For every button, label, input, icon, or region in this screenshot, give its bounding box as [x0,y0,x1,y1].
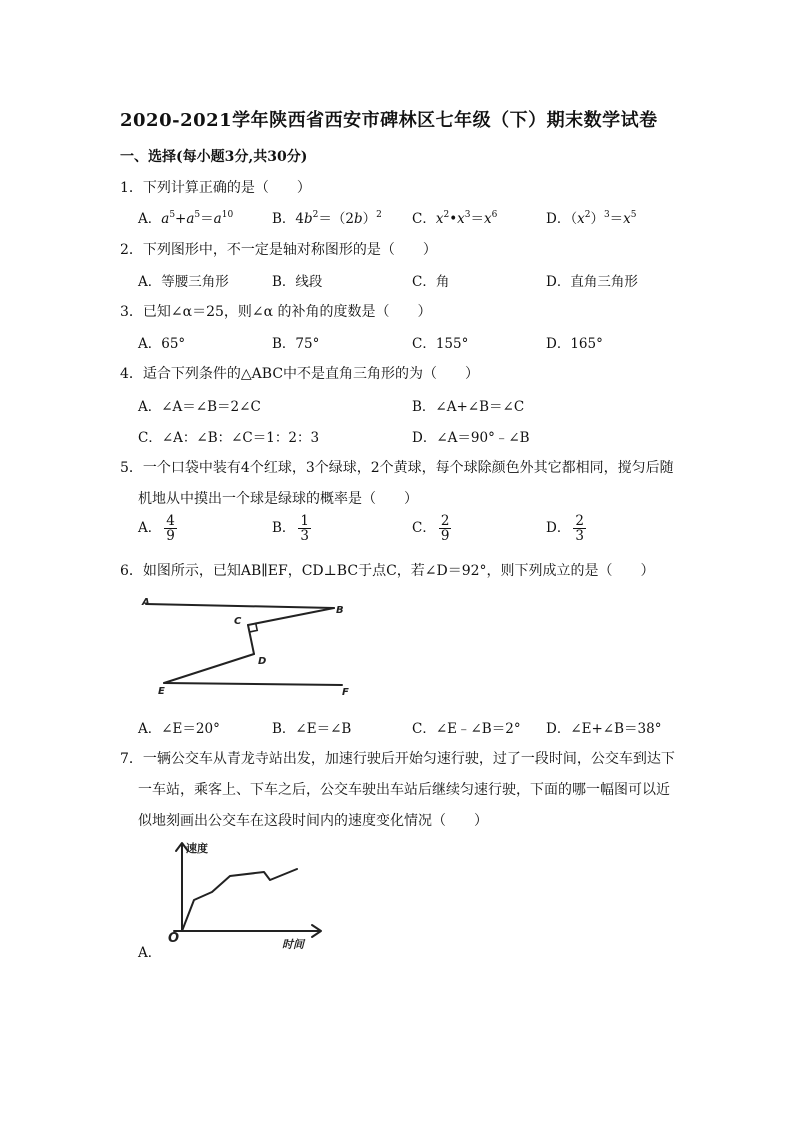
label-e: E [158,686,165,697]
label-a: A [142,597,150,608]
question-7-option-a: A． [138,945,162,961]
page-title: 2020-2021学年陕西省西安市碑林区七年级（下）期末数学试卷 [120,110,658,131]
question-6-option-d: D．∠E+∠B＝38° [546,721,662,737]
question-5-stem-line2: 机地从中摸出一个球是绿球的概率是（ ） [138,491,418,507]
question-7-stem-line1: 7．一辆公交车从青龙寺站出发，加速行驶后开始匀速行驶，过了一段时间，公交车到达下 [120,751,675,767]
question-1-option-c: C．$x^2•x^3=x^6$ [412,210,498,227]
line-ef [164,683,342,685]
line-bc [248,608,334,625]
fraction: $\frac{1}{3}$ [300,513,310,545]
question-2-stem: 2．下列图形中，不一定是轴对称图形的是（ ） [120,242,437,258]
line-de [164,654,254,683]
question-7-stem-line2: 一车站，乘客上、下车之后，公交车驶出车站后继续匀速行驶，下面的哪一幅图可以近 [138,782,670,798]
label-c: C [234,616,242,627]
question-5-option-d: D． $\frac{2}{3}$ [546,513,584,545]
question-5-option-a: A． $\frac{4}{9}$ [138,513,175,545]
question-3-stem: 3．已知∠α＝25，则∠α 的补角的度数是（ ） [120,304,432,320]
question-1-option-d: D．$(x^2)^3=x^5$ [546,210,637,227]
question-1-stem: 1．下列计算正确的是（ ） [120,180,311,196]
fraction: $\frac{2}{3}$ [575,513,584,545]
question-4-option-c: C．∠A：∠B：∠C＝1：2：3 [138,430,320,446]
question-4-stem: 4．适合下列条件的△ABC中不是直角三角形的为（ ） [120,366,480,382]
question-4-option-d: D．∠A＝90°﹣∠B [412,430,530,446]
question-2-option-b: B．线段 [272,274,323,290]
question-3-option-d: D．165° [546,336,603,352]
speed-curve [182,869,297,931]
fraction: $\frac{2}{9}$ [440,513,450,545]
question-6-stem: 6．如图所示，已知AB∥EF，CD⊥BC于点C，若∠D＝92°，则下列成立的是（ ） [120,563,655,579]
x-axis-label: 时间 [282,938,304,951]
line-ab [146,604,334,608]
question-5-option-b: B． $\frac{1}{3}$ [272,513,310,545]
question-3-option-b: B．75° [272,336,320,352]
question-3-option-a: A．65° [138,336,186,352]
question-1-option-b: B．$4b^2=(2b)^2$ [272,210,382,227]
question-4-option-b: B．∠A+∠B＝∠C [412,399,525,415]
question-7-speed-time-graph [160,838,335,953]
section-heading: 一、选择(每小题3分,共30分) [120,149,308,165]
origin-label: O [168,931,180,946]
question-6-figure [136,594,366,700]
question-6-option-a: A．∠E＝20° [138,721,220,737]
question-2-option-c: C．角 [412,274,450,290]
question-6-option-c: C．∠E﹣∠B＝2° [412,721,521,737]
label-f: F [342,687,349,698]
y-axis-label: 速度 [186,842,208,855]
line-cd [248,625,254,654]
label-b: B [336,605,344,616]
question-7-stem-line3: 似地刻画出公交车在这段时间内的速度变化情况（ ） [138,813,488,829]
question-6-option-b: B．∠E＝∠B [272,721,352,737]
question-5-stem-line1: 5．一个口袋中装有4个红球，3个绿球，2个黄球，每个球除颜色外其它都相同，搅匀后随 [120,460,674,476]
question-5-option-c: C． $\frac{2}{9}$ [412,513,450,545]
question-2-option-a: A．等腰三角形 [138,274,229,290]
question-3-option-c: C．155° [412,336,469,352]
label-d: D [258,656,267,667]
question-4-option-a: A．∠A＝∠B＝2∠C [138,399,261,415]
question-1-option-a: A．$a^5+a^5=a^{10}$ [138,210,234,227]
fraction: $\frac{4}{9}$ [166,513,175,545]
question-2-option-d: D．直角三角形 [546,274,638,290]
